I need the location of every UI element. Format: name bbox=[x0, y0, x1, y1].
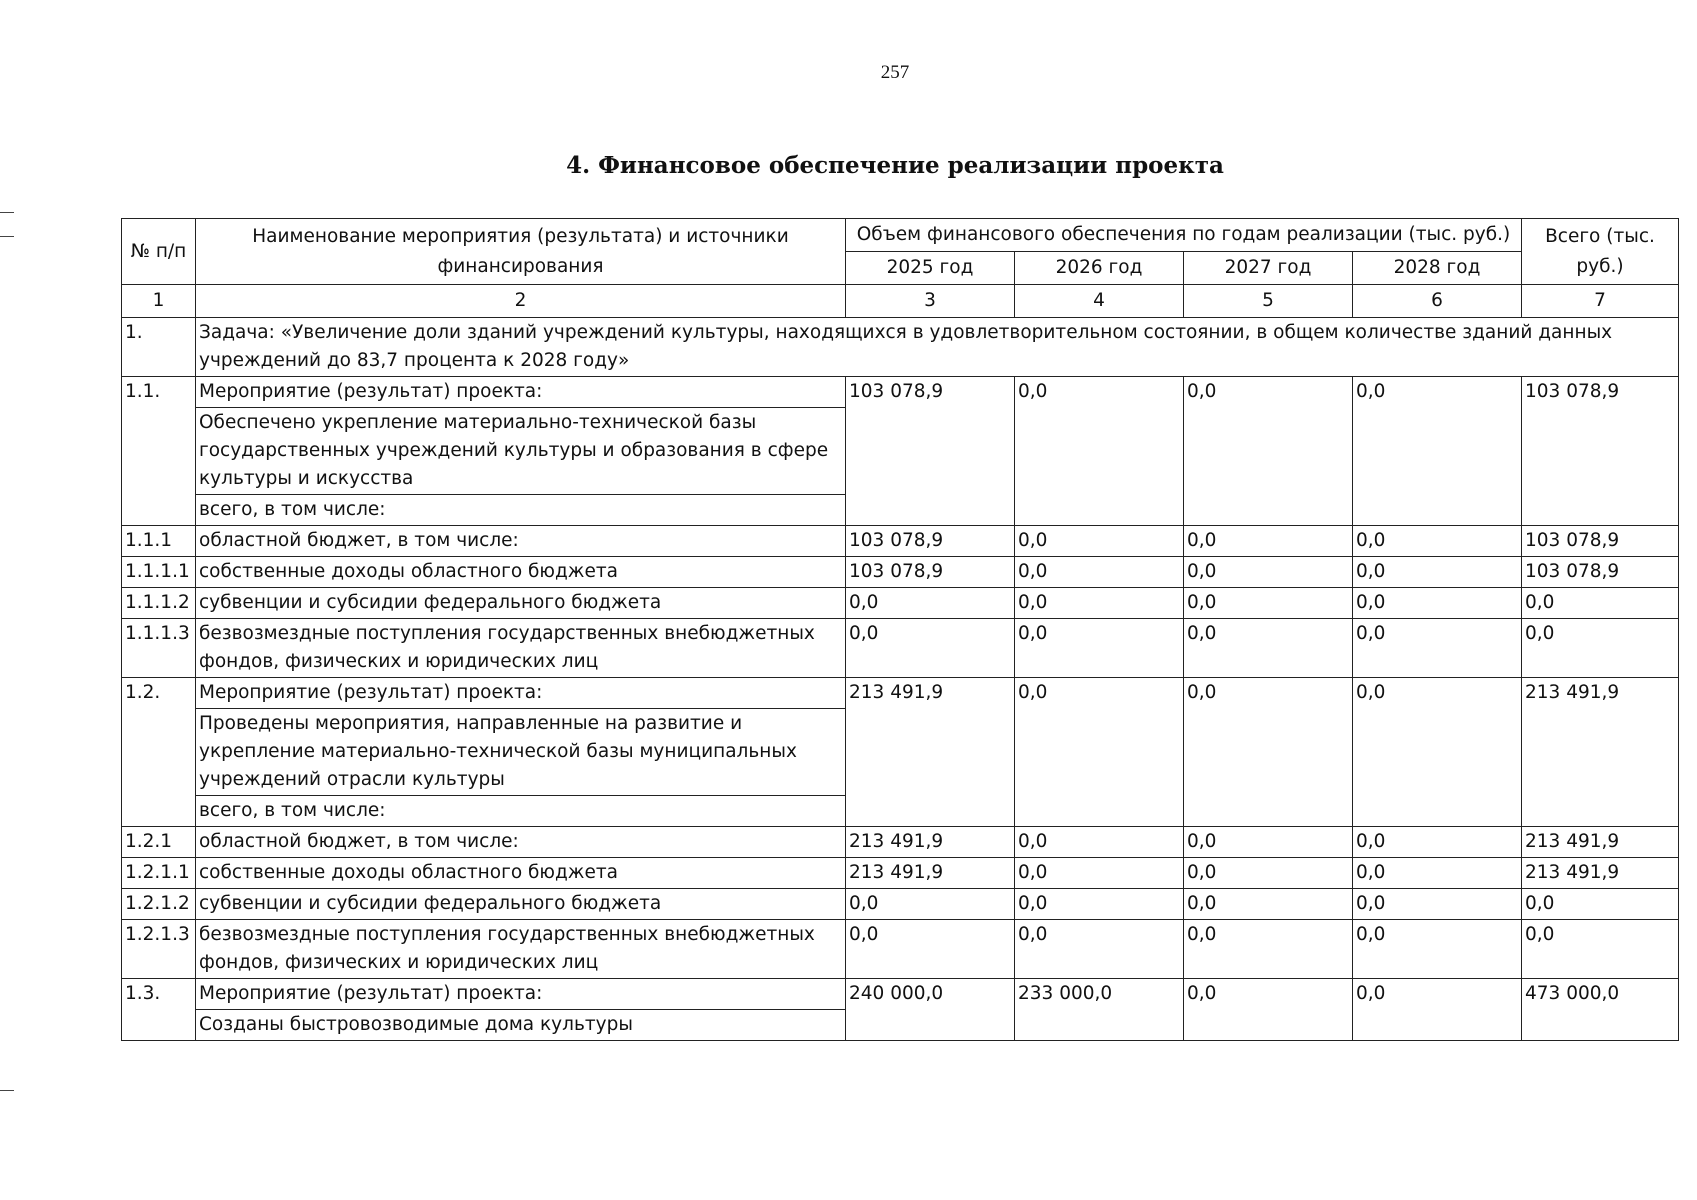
scan-mark bbox=[0, 236, 14, 237]
value-cell: 0,0 bbox=[1184, 588, 1353, 619]
value-cell: 0,0 bbox=[1015, 557, 1184, 588]
row-num: 1.2.1.1 bbox=[122, 858, 196, 889]
task-text: Задача: «Увеличение доли зданий учреждений культуры, находящихся в удовлетворительном состоянии, в общем количестве зданий данных учреждений до 83,7 процента к 2028 году» bbox=[196, 318, 1679, 377]
row-num: 1.2.1.3 bbox=[122, 920, 196, 979]
section-title: 4. Финансовое обеспечение реализации проекта bbox=[566, 152, 1224, 179]
column-number: 2 bbox=[196, 285, 846, 318]
header-total: Всего (тыс. руб.) bbox=[1522, 219, 1679, 285]
header-year: 2026 год bbox=[1015, 252, 1184, 285]
value-cell: 0,0 bbox=[1015, 526, 1184, 557]
column-number: 4 bbox=[1015, 285, 1184, 318]
table-row bbox=[122, 889, 1679, 920]
value-cell: 0,0 bbox=[846, 889, 1015, 920]
row-label: областной бюджет, в том числе: bbox=[196, 526, 846, 557]
value-cell: 0,0 bbox=[1184, 526, 1353, 557]
value-cell: 0,0 bbox=[1522, 920, 1679, 979]
block-description: Созданы быстровозводимые дома культуры bbox=[196, 1010, 846, 1041]
value-cell: 0,0 bbox=[1015, 619, 1184, 678]
value-cell: 0,0 bbox=[1184, 377, 1353, 526]
table-row bbox=[122, 827, 1679, 858]
value-cell: 0,0 bbox=[846, 920, 1015, 979]
row-num: 1.1.1.2 bbox=[122, 588, 196, 619]
row-label: безвозмездные поступления государственных внебюджетных фондов, физических и юридических лиц bbox=[196, 619, 846, 678]
value-cell: 213 491,9 bbox=[846, 678, 1015, 827]
value-cell: 0,0 bbox=[1015, 678, 1184, 827]
value-cell: 0,0 bbox=[1184, 827, 1353, 858]
block-total-label: всего, в том числе: bbox=[196, 495, 846, 526]
value-cell: 0,0 bbox=[1353, 526, 1522, 557]
row-label: субвенции и субсидии федерального бюджета bbox=[196, 588, 846, 619]
value-cell: 0,0 bbox=[1353, 858, 1522, 889]
column-number: 5 bbox=[1184, 285, 1353, 318]
block-num: 1.3. bbox=[122, 979, 196, 1041]
value-cell: 213 491,9 bbox=[1522, 827, 1679, 858]
value-cell: 0,0 bbox=[1353, 979, 1522, 1041]
value-cell: 0,0 bbox=[1353, 827, 1522, 858]
value-cell: 0,0 bbox=[1522, 588, 1679, 619]
value-cell: 0,0 bbox=[1184, 889, 1353, 920]
value-cell: 0,0 bbox=[1522, 619, 1679, 678]
value-cell: 0,0 bbox=[1015, 588, 1184, 619]
value-cell: 0,0 bbox=[1184, 678, 1353, 827]
value-cell: 0,0 bbox=[1522, 889, 1679, 920]
column-number: 1 bbox=[122, 285, 196, 318]
row-label: безвозмездные поступления государственных внебюджетных фондов, физических и юридических лиц bbox=[196, 920, 846, 979]
header-name: Наименование мероприятия (результата) и источники финансирования bbox=[196, 219, 846, 285]
value-cell: 0,0 bbox=[1353, 377, 1522, 526]
scan-mark bbox=[0, 1090, 14, 1091]
row-label: субвенции и субсидии федерального бюджета bbox=[196, 889, 846, 920]
row-num: 1.1.1.3 bbox=[122, 619, 196, 678]
block-num: 1.1. bbox=[122, 377, 196, 526]
block-label: Мероприятие (результат) проекта: bbox=[196, 678, 846, 709]
row-num: 1.1.1.1 bbox=[122, 557, 196, 588]
header-year: 2025 год bbox=[846, 252, 1015, 285]
block-description: Проведены мероприятия, направленные на развитие и укрепление материально-технической базы муниципальных учреждений отрасли культуры bbox=[196, 709, 846, 796]
block-description: Обеспечено укрепление материально-технической базы государственных учреждений культуры и образования в сфере культуры и искусства bbox=[196, 408, 846, 495]
value-cell: 0,0 bbox=[1184, 858, 1353, 889]
header-year: 2027 год bbox=[1184, 252, 1353, 285]
value-cell: 103 078,9 bbox=[1522, 526, 1679, 557]
table-row bbox=[122, 588, 1679, 619]
value-cell: 0,0 bbox=[1353, 678, 1522, 827]
table-row bbox=[122, 920, 1679, 979]
value-cell: 0,0 bbox=[1353, 557, 1522, 588]
finance-table bbox=[121, 218, 1679, 1041]
column-number: 6 bbox=[1353, 285, 1522, 318]
value-cell: 0,0 bbox=[1184, 557, 1353, 588]
value-cell: 0,0 bbox=[1015, 827, 1184, 858]
value-cell: 213 491,9 bbox=[1522, 678, 1679, 827]
table-row bbox=[122, 557, 1679, 588]
value-cell: 213 491,9 bbox=[846, 827, 1015, 858]
table-row bbox=[122, 858, 1679, 889]
row-label: областной бюджет, в том числе: bbox=[196, 827, 846, 858]
value-cell: 0,0 bbox=[1353, 588, 1522, 619]
header-num: № п/п bbox=[122, 219, 196, 285]
value-cell: 0,0 bbox=[1353, 920, 1522, 979]
value-cell: 103 078,9 bbox=[1522, 557, 1679, 588]
block-label: Мероприятие (результат) проекта: bbox=[196, 377, 846, 408]
row-num: 1.2.1 bbox=[122, 827, 196, 858]
header-volume: Объем финансового обеспечения по годам реализации (тыс. руб.) bbox=[846, 219, 1522, 252]
block-num: 1.2. bbox=[122, 678, 196, 827]
value-cell: 0,0 bbox=[1184, 619, 1353, 678]
value-cell: 213 491,9 bbox=[1522, 858, 1679, 889]
value-cell: 0,0 bbox=[846, 619, 1015, 678]
value-cell: 0,0 bbox=[1015, 889, 1184, 920]
value-cell: 233 000,0 bbox=[1015, 979, 1184, 1041]
value-cell: 0,0 bbox=[846, 588, 1015, 619]
table-row bbox=[122, 619, 1679, 678]
value-cell: 0,0 bbox=[1184, 920, 1353, 979]
value-cell: 0,0 bbox=[1353, 619, 1522, 678]
value-cell: 103 078,9 bbox=[846, 526, 1015, 557]
value-cell: 0,0 bbox=[1015, 858, 1184, 889]
value-cell: 0,0 bbox=[1015, 920, 1184, 979]
column-number: 7 bbox=[1522, 285, 1679, 318]
table-row bbox=[122, 526, 1679, 557]
block-total-label: всего, в том числе: bbox=[196, 796, 846, 827]
row-label: собственные доходы областного бюджета bbox=[196, 858, 846, 889]
task-num: 1. bbox=[122, 318, 196, 377]
column-number: 3 bbox=[846, 285, 1015, 318]
value-cell: 103 078,9 bbox=[846, 377, 1015, 526]
value-cell: 0,0 bbox=[1015, 377, 1184, 526]
block-label: Мероприятие (результат) проекта: bbox=[196, 979, 846, 1010]
row-label: собственные доходы областного бюджета bbox=[196, 557, 846, 588]
row-num: 1.1.1 bbox=[122, 526, 196, 557]
value-cell: 473 000,0 bbox=[1522, 979, 1679, 1041]
value-cell: 0,0 bbox=[1353, 889, 1522, 920]
value-cell: 103 078,9 bbox=[1522, 377, 1679, 526]
row-num: 1.2.1.2 bbox=[122, 889, 196, 920]
value-cell: 103 078,9 bbox=[846, 557, 1015, 588]
value-cell: 213 491,9 bbox=[846, 858, 1015, 889]
value-cell: 240 000,0 bbox=[846, 979, 1015, 1041]
value-cell: 0,0 bbox=[1184, 979, 1353, 1041]
page-number: 257 bbox=[880, 62, 910, 83]
header-year: 2028 год bbox=[1353, 252, 1522, 285]
scan-mark bbox=[0, 212, 14, 213]
